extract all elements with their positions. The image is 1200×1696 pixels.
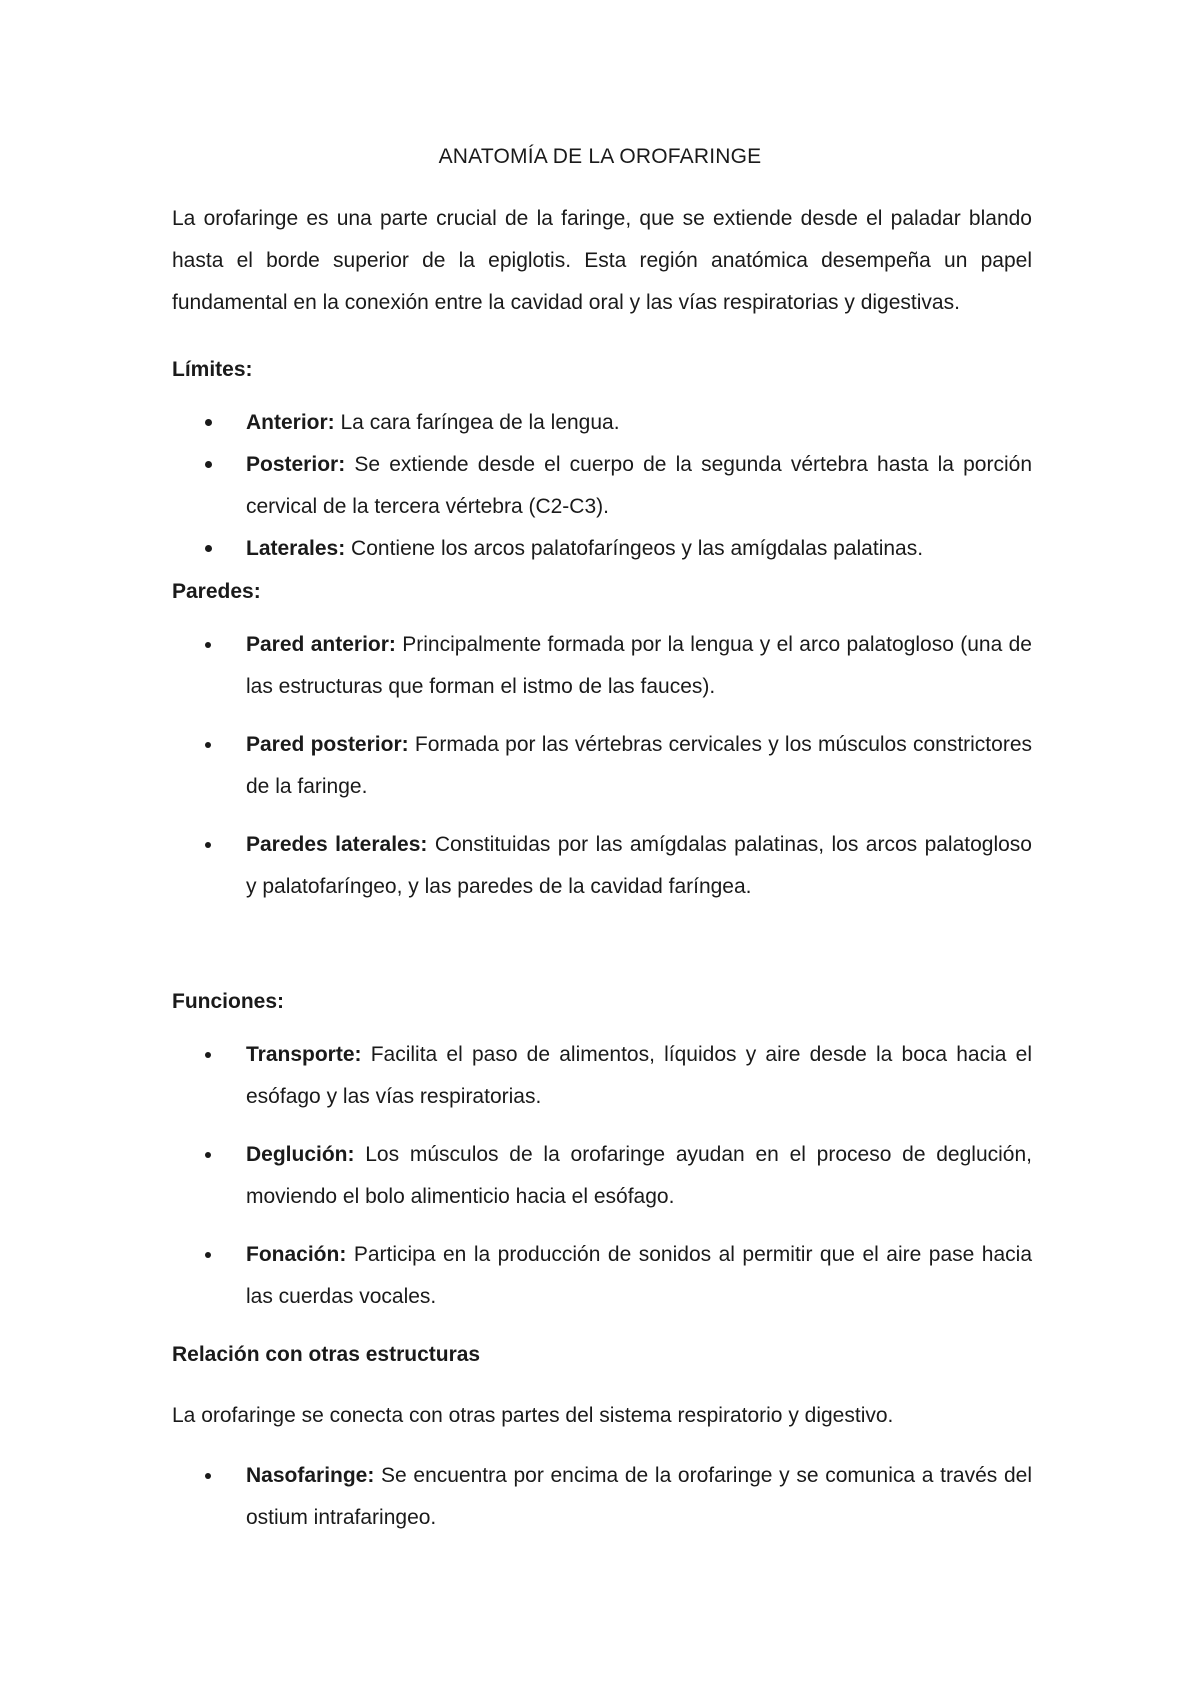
item-term: Laterales: — [246, 537, 346, 560]
item-text: Participa en la producción de sonidos al permitir que el aire pase hacia las cuerdas vocales. — [246, 1243, 1032, 1308]
item-term: Fonación: — [246, 1243, 347, 1266]
funciones-heading: Funciones: — [172, 990, 285, 1013]
funciones-list — [172, 1034, 1032, 1318]
list-item — [172, 1034, 1032, 1118]
relacion-heading: Relación con otras estructuras — [172, 1343, 481, 1366]
bullet-icon — [205, 545, 212, 552]
list-item — [172, 624, 1032, 708]
item-text: La cara faríngea de la lengua. — [334, 411, 620, 434]
list-item — [172, 444, 1032, 528]
item-text: Formada por las vértebras cervicales y los músculos constrictores de la faringe. — [246, 733, 1032, 798]
bullet-icon — [205, 1252, 211, 1258]
item-term: Posterior: — [246, 453, 346, 476]
item-text: Se extiende desde el cuerpo de la segunda vértebra hasta la porción cervical de la tercera vértebra (C2-C3). — [246, 453, 1032, 518]
list-item — [172, 528, 1032, 570]
item-text: Constituidas por las amígdalas palatinas, los arcos palatogloso y palatofaríngeo, y las paredes de la cavidad faríngea. — [246, 833, 1032, 898]
list-item — [172, 724, 1032, 808]
limites-list — [172, 402, 1032, 570]
relacion-list — [172, 1455, 1032, 1539]
item-term: Nasofaringe: — [246, 1464, 375, 1487]
item-text: Se encuentra por encima de la orofaringe y se comunica a través del ostium intrafaringeo. — [246, 1464, 1032, 1529]
list-item — [172, 824, 1032, 908]
bullet-icon — [205, 842, 211, 848]
item-text: Principalmente formada por la lengua y el arco palatogloso (una de las estructuras que forman el istmo de las fauces). — [246, 633, 1032, 698]
list-item — [172, 1234, 1032, 1318]
list-item — [172, 402, 1032, 444]
item-text: Facilita el paso de alimentos, líquidos y aire desde la boca hacia el esófago y las vías respiratorias. — [246, 1043, 1032, 1108]
limites-heading: Límites: — [172, 358, 253, 381]
bullet-icon — [205, 419, 212, 426]
list-item — [172, 1455, 1032, 1539]
bullet-icon — [205, 1052, 211, 1058]
item-term: Transporte: — [246, 1043, 362, 1066]
item-term: Pared anterior: — [246, 633, 396, 656]
bullet-icon — [205, 1473, 211, 1479]
paredes-list — [172, 624, 1032, 908]
item-term: Pared posterior: — [246, 733, 409, 756]
bullet-icon — [205, 642, 211, 648]
bullet-icon — [205, 1152, 211, 1158]
document-title: ANATOMÍA DE LA OROFARINGE — [438, 145, 762, 168]
item-term: Paredes laterales: — [246, 833, 428, 856]
bullet-icon — [205, 742, 211, 748]
item-text: Los músculos de la orofaringe ayudan en el proceso de deglución, moviendo el bolo alimenticio hacia el esófago. — [246, 1143, 1032, 1208]
item-text: Contiene los arcos palatofaríngeos y las amígdalas palatinas. — [345, 537, 924, 560]
list-item — [172, 1134, 1032, 1218]
item-term: Deglución: — [246, 1143, 355, 1166]
relacion-intro: La orofaringe se conecta con otras partes del sistema respiratorio y digestivo. — [172, 1404, 894, 1427]
paredes-heading: Paredes: — [172, 580, 261, 603]
intro-paragraph: La orofaringe es una parte crucial de la faringe, que se extiende desde el paladar blando hasta el borde superior de la epiglotis. Esta región anatómica desempeña un papel fundamental en la conexión entre la cavidad oral y las vías respiratorias y digestivas. — [172, 207, 1032, 314]
item-term: Anterior: — [246, 411, 335, 434]
bullet-icon — [205, 461, 212, 468]
